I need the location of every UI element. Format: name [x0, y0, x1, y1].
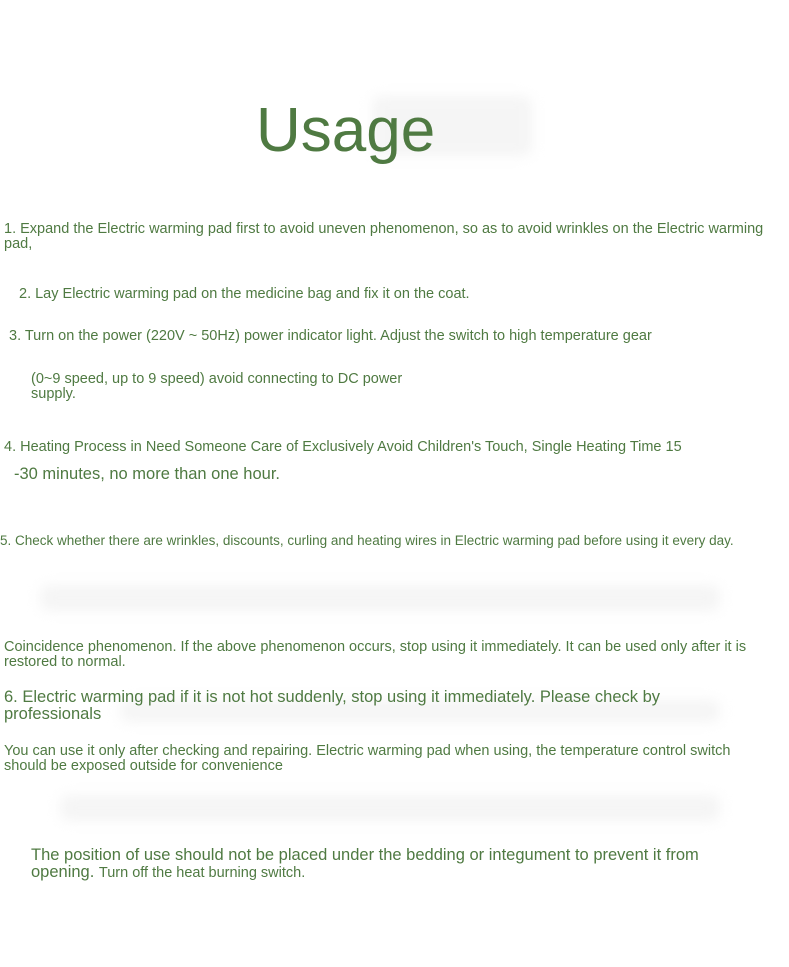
- final-note-tail: Turn off the heat burning switch.: [98, 865, 306, 881]
- step-4-line-1: 4. Heating Process in Need Someone Care of Exclusively Avoid Children's Touch, Single Heating Time 15: [4, 439, 682, 455]
- page-title: Usage: [256, 96, 436, 165]
- step-5: 5. Check whether there are wrinkles, discounts, curling and heating wires in Electric warming pad before using it every day.: [0, 533, 734, 548]
- step-5-continued: Coincidence phenomenon. If the above phenomenon occurs, stop using it immediately. It can be used only after it is restored to normal.: [4, 639, 747, 670]
- ghost-mark-band-2: [60, 795, 720, 821]
- final-note-main: The position of use should not be placed under the bedding or integument to prevent it from opening.: [31, 846, 699, 881]
- final-note: [31, 847, 701, 882]
- step-1: 1. Expand the Electric warming pad first to avoid uneven phenomenon, so as to avoid wrinkles on the Electric warming pad,: [4, 221, 764, 252]
- ghost-mark-band-1: [40, 585, 720, 611]
- step-6: 6. Electric warming pad if it is not hot suddenly, stop using it immediately. Please check by professionals: [4, 688, 661, 723]
- step-4-line-2: -30 minutes, no more than one hour.: [14, 465, 280, 483]
- step-6-continued: You can use it only after checking and repairing. Electric warming pad when using, the temperature control switch should be exposed outside for convenience: [4, 743, 731, 774]
- step-3-line-2: (0~9 speed, up to 9 speed) avoid connecting to DC power supply.: [31, 371, 403, 402]
- step-2: 2. Lay Electric warming pad on the medicine bag and fix it on the coat.: [19, 286, 470, 302]
- step-3-line-1: 3. Turn on the power (220V ~ 50Hz) power indicator light. Adjust the switch to high temperature gear: [9, 328, 652, 344]
